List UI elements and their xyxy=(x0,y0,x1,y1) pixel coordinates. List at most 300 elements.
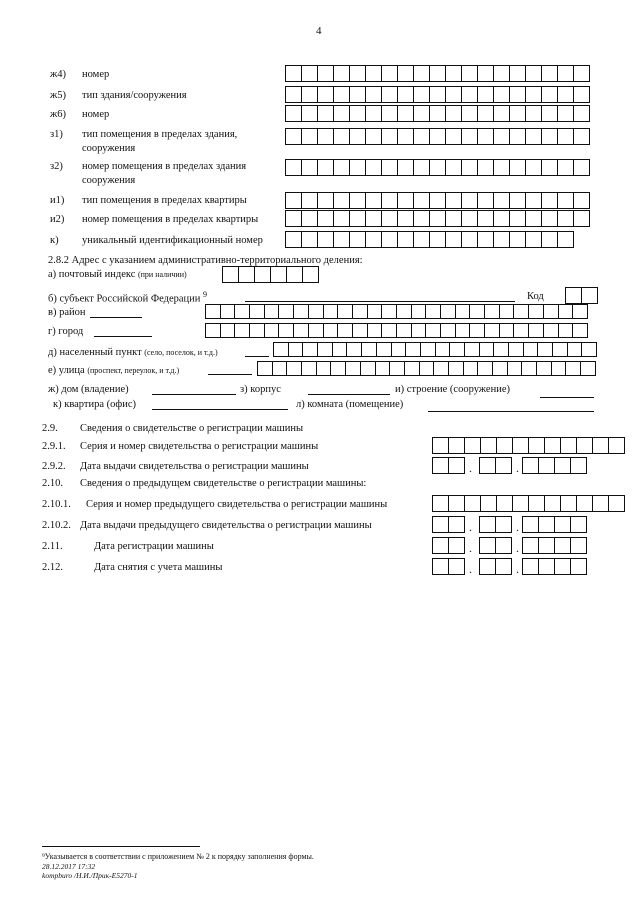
dereg-day-cells[interactable] xyxy=(432,558,465,575)
char-cell[interactable] xyxy=(544,304,559,319)
char-cell[interactable] xyxy=(338,304,353,319)
char-cell[interactable] xyxy=(368,304,383,319)
char-cell[interactable] xyxy=(446,65,462,82)
char-cell[interactable] xyxy=(559,304,574,319)
char-cell[interactable] xyxy=(494,342,509,357)
postal-cells[interactable] xyxy=(222,266,319,283)
char-cell[interactable] xyxy=(510,105,526,122)
char-cell[interactable] xyxy=(555,516,571,533)
cert-issue-day-cells[interactable] xyxy=(432,457,465,474)
char-cell[interactable] xyxy=(449,457,465,474)
char-cell[interactable] xyxy=(542,231,558,248)
char-cell[interactable] xyxy=(221,304,236,319)
prev-cert-day-cells[interactable] xyxy=(432,516,465,533)
char-cell[interactable] xyxy=(558,86,574,103)
char-cell[interactable] xyxy=(574,65,590,82)
char-cell[interactable] xyxy=(368,323,383,338)
char-cell[interactable] xyxy=(414,86,430,103)
char-cell[interactable] xyxy=(353,304,368,319)
char-cell[interactable] xyxy=(494,105,510,122)
char-cell[interactable] xyxy=(496,558,512,575)
char-cell[interactable] xyxy=(377,342,392,357)
char-cell[interactable] xyxy=(414,210,430,227)
char-cell[interactable] xyxy=(574,192,590,209)
char-cell[interactable] xyxy=(382,105,398,122)
char-cell[interactable] xyxy=(286,231,302,248)
char-cell[interactable] xyxy=(446,192,462,209)
char-cell[interactable] xyxy=(430,86,446,103)
char-cell[interactable] xyxy=(398,65,414,82)
char-cell[interactable] xyxy=(558,231,574,248)
char-cell[interactable] xyxy=(433,437,449,454)
char-cell[interactable] xyxy=(481,495,497,512)
char-cell[interactable] xyxy=(221,323,236,338)
char-cell[interactable] xyxy=(350,86,366,103)
char-cell[interactable] xyxy=(494,210,510,227)
char-cell[interactable] xyxy=(271,266,287,283)
char-cell[interactable] xyxy=(609,495,625,512)
char-cell[interactable] xyxy=(309,323,324,338)
char-cell[interactable] xyxy=(406,342,421,357)
char-cell[interactable] xyxy=(239,266,255,283)
char-cell[interactable] xyxy=(494,231,510,248)
char-cell[interactable] xyxy=(558,159,574,176)
char-cell[interactable] xyxy=(574,159,590,176)
char-cell[interactable] xyxy=(441,323,456,338)
char-cell[interactable] xyxy=(573,304,588,319)
char-cell[interactable] xyxy=(481,437,497,454)
char-cell[interactable] xyxy=(500,323,515,338)
char-cell[interactable] xyxy=(558,210,574,227)
char-cell[interactable] xyxy=(287,266,303,283)
char-cell[interactable] xyxy=(334,128,350,145)
char-cell[interactable] xyxy=(350,159,366,176)
char-cell[interactable] xyxy=(265,304,280,319)
settlement-short-line[interactable] xyxy=(245,356,269,357)
char-cell[interactable] xyxy=(485,323,500,338)
char-cell[interactable] xyxy=(350,231,366,248)
char-cell[interactable] xyxy=(524,342,539,357)
prev-cert-year-cells[interactable] xyxy=(522,516,587,533)
char-cell[interactable] xyxy=(553,342,568,357)
char-cell[interactable] xyxy=(309,304,324,319)
char-cell[interactable] xyxy=(334,210,350,227)
char-cell[interactable] xyxy=(494,159,510,176)
char-cell[interactable] xyxy=(397,323,412,338)
char-cell[interactable] xyxy=(523,558,539,575)
prev-cert-month-cells[interactable] xyxy=(479,516,512,533)
char-cell[interactable] xyxy=(478,65,494,82)
char-cell[interactable] xyxy=(286,159,302,176)
char-cell[interactable] xyxy=(496,516,512,533)
char-cell[interactable] xyxy=(279,304,294,319)
char-cell[interactable] xyxy=(510,192,526,209)
char-cell[interactable] xyxy=(294,304,309,319)
char-cell[interactable] xyxy=(480,342,495,357)
char-cell[interactable] xyxy=(294,323,309,338)
char-cell[interactable] xyxy=(302,105,318,122)
char-cell[interactable] xyxy=(362,342,377,357)
char-cell[interactable] xyxy=(539,457,555,474)
char-cell[interactable] xyxy=(574,105,590,122)
char-cell[interactable] xyxy=(334,105,350,122)
char-cell[interactable] xyxy=(206,323,221,338)
char-cell[interactable] xyxy=(558,65,574,82)
char-cell[interactable] xyxy=(430,210,446,227)
char-cell[interactable] xyxy=(509,342,524,357)
char-cell[interactable] xyxy=(609,437,625,454)
char-cell[interactable] xyxy=(462,210,478,227)
cells-z1[interactable] xyxy=(285,128,590,145)
char-cell[interactable] xyxy=(510,231,526,248)
char-cell[interactable] xyxy=(441,304,456,319)
char-cell[interactable] xyxy=(446,86,462,103)
dereg-month-cells[interactable] xyxy=(479,558,512,575)
char-cell[interactable] xyxy=(449,495,465,512)
subject-line[interactable] xyxy=(245,301,515,302)
char-cell[interactable] xyxy=(286,128,302,145)
char-cell[interactable] xyxy=(449,537,465,554)
char-cell[interactable] xyxy=(526,159,542,176)
char-cell[interactable] xyxy=(286,105,302,122)
char-cell[interactable] xyxy=(552,361,567,376)
char-cell[interactable] xyxy=(430,192,446,209)
char-cell[interactable] xyxy=(494,192,510,209)
cells-zh6[interactable] xyxy=(285,105,590,122)
char-cell[interactable] xyxy=(478,105,494,122)
char-cell[interactable] xyxy=(478,231,494,248)
char-cell[interactable] xyxy=(250,323,265,338)
char-cell[interactable] xyxy=(317,361,332,376)
char-cell[interactable] xyxy=(255,266,271,283)
char-cell[interactable] xyxy=(537,361,552,376)
dereg-year-cells[interactable] xyxy=(522,558,587,575)
char-cell[interactable] xyxy=(382,304,397,319)
char-cell[interactable] xyxy=(497,495,513,512)
char-cell[interactable] xyxy=(235,323,250,338)
char-cell[interactable] xyxy=(412,323,427,338)
char-cell[interactable] xyxy=(382,210,398,227)
char-cell[interactable] xyxy=(508,361,523,376)
char-cell[interactable] xyxy=(334,86,350,103)
cells-z2[interactable] xyxy=(285,159,590,176)
char-cell[interactable] xyxy=(324,304,339,319)
char-cell[interactable] xyxy=(493,361,508,376)
char-cell[interactable] xyxy=(398,231,414,248)
char-cell[interactable] xyxy=(318,210,334,227)
char-cell[interactable] xyxy=(529,495,545,512)
reg-day-cells[interactable] xyxy=(432,537,465,554)
char-cell[interactable] xyxy=(539,516,555,533)
char-cell[interactable] xyxy=(366,105,382,122)
char-cell[interactable] xyxy=(542,65,558,82)
district-short-line[interactable] xyxy=(90,317,142,318)
char-cell[interactable] xyxy=(303,342,318,357)
char-cell[interactable] xyxy=(338,323,353,338)
char-cell[interactable] xyxy=(303,266,319,283)
char-cell[interactable] xyxy=(568,342,583,357)
char-cell[interactable] xyxy=(449,437,465,454)
char-cell[interactable] xyxy=(426,323,441,338)
char-cell[interactable] xyxy=(433,495,449,512)
char-cell[interactable] xyxy=(555,457,571,474)
char-cell[interactable] xyxy=(510,65,526,82)
char-cell[interactable] xyxy=(397,304,412,319)
char-cell[interactable] xyxy=(496,457,512,474)
char-cell[interactable] xyxy=(302,86,318,103)
char-cell[interactable] xyxy=(433,537,449,554)
cells-zh5[interactable] xyxy=(285,86,590,103)
city-short-line[interactable] xyxy=(94,336,152,337)
char-cell[interactable] xyxy=(446,231,462,248)
char-cell[interactable] xyxy=(526,210,542,227)
char-cell[interactable] xyxy=(302,361,317,376)
char-cell[interactable] xyxy=(529,323,544,338)
char-cell[interactable] xyxy=(555,558,571,575)
char-cell[interactable] xyxy=(571,457,587,474)
char-cell[interactable] xyxy=(555,537,571,554)
building-line[interactable] xyxy=(308,394,390,395)
cells-zh4[interactable] xyxy=(285,65,590,82)
char-cell[interactable] xyxy=(289,342,304,357)
char-cell[interactable] xyxy=(350,128,366,145)
char-cell[interactable] xyxy=(318,65,334,82)
char-cell[interactable] xyxy=(522,361,537,376)
apartment-line[interactable] xyxy=(152,409,288,410)
char-cell[interactable] xyxy=(446,105,462,122)
char-cell[interactable] xyxy=(529,437,545,454)
char-cell[interactable] xyxy=(334,159,350,176)
char-cell[interactable] xyxy=(430,231,446,248)
char-cell[interactable] xyxy=(542,128,558,145)
char-cell[interactable] xyxy=(571,558,587,575)
char-cell[interactable] xyxy=(430,159,446,176)
char-cell[interactable] xyxy=(302,192,318,209)
char-cell[interactable] xyxy=(446,210,462,227)
char-cell[interactable] xyxy=(382,86,398,103)
char-cell[interactable] xyxy=(430,105,446,122)
settlement-cells[interactable] xyxy=(273,342,597,357)
char-cell[interactable] xyxy=(496,537,512,554)
char-cell[interactable] xyxy=(318,128,334,145)
char-cell[interactable] xyxy=(523,457,539,474)
char-cell[interactable] xyxy=(398,159,414,176)
char-cell[interactable] xyxy=(414,192,430,209)
char-cell[interactable] xyxy=(464,361,479,376)
char-cell[interactable] xyxy=(398,128,414,145)
char-cell[interactable] xyxy=(558,128,574,145)
char-cell[interactable] xyxy=(545,437,561,454)
char-cell[interactable] xyxy=(398,192,414,209)
char-cell[interactable] xyxy=(318,159,334,176)
char-cell[interactable] xyxy=(302,210,318,227)
district-cells[interactable] xyxy=(205,304,588,319)
char-cell[interactable] xyxy=(347,342,362,357)
char-cell[interactable] xyxy=(480,558,496,575)
char-cell[interactable] xyxy=(382,159,398,176)
char-cell[interactable] xyxy=(462,86,478,103)
cells-k[interactable] xyxy=(285,231,574,248)
char-cell[interactable] xyxy=(258,361,273,376)
reg-month-cells[interactable] xyxy=(479,537,512,554)
char-cell[interactable] xyxy=(462,65,478,82)
city-cells[interactable] xyxy=(205,323,588,338)
char-cell[interactable] xyxy=(494,128,510,145)
char-cell[interactable] xyxy=(405,361,420,376)
char-cell[interactable] xyxy=(542,210,558,227)
char-cell[interactable] xyxy=(510,159,526,176)
char-cell[interactable] xyxy=(350,192,366,209)
reg-year-cells[interactable] xyxy=(522,537,587,554)
char-cell[interactable] xyxy=(414,105,430,122)
char-cell[interactable] xyxy=(513,495,529,512)
char-cell[interactable] xyxy=(558,105,574,122)
char-cell[interactable] xyxy=(279,323,294,338)
char-cell[interactable] xyxy=(465,342,480,357)
char-cell[interactable] xyxy=(286,65,302,82)
char-cell[interactable] xyxy=(449,516,465,533)
char-cell[interactable] xyxy=(465,437,481,454)
char-cell[interactable] xyxy=(582,287,598,304)
char-cell[interactable] xyxy=(430,65,446,82)
char-cell[interactable] xyxy=(480,537,496,554)
char-cell[interactable] xyxy=(265,323,280,338)
char-cell[interactable] xyxy=(449,558,465,575)
char-cell[interactable] xyxy=(350,210,366,227)
char-cell[interactable] xyxy=(421,342,436,357)
char-cell[interactable] xyxy=(462,192,478,209)
char-cell[interactable] xyxy=(574,86,590,103)
char-cell[interactable] xyxy=(494,65,510,82)
char-cell[interactable] xyxy=(494,86,510,103)
char-cell[interactable] xyxy=(334,231,350,248)
char-cell[interactable] xyxy=(478,128,494,145)
char-cell[interactable] xyxy=(478,159,494,176)
char-cell[interactable] xyxy=(346,361,361,376)
char-cell[interactable] xyxy=(514,323,529,338)
char-cell[interactable] xyxy=(470,304,485,319)
char-cell[interactable] xyxy=(526,86,542,103)
char-cell[interactable] xyxy=(331,361,346,376)
char-cell[interactable] xyxy=(573,323,588,338)
char-cell[interactable] xyxy=(334,65,350,82)
char-cell[interactable] xyxy=(542,105,558,122)
char-cell[interactable] xyxy=(538,342,553,357)
char-cell[interactable] xyxy=(561,437,577,454)
char-cell[interactable] xyxy=(366,128,382,145)
char-cell[interactable] xyxy=(510,210,526,227)
char-cell[interactable] xyxy=(420,361,435,376)
char-cell[interactable] xyxy=(566,287,582,304)
structure-line[interactable] xyxy=(540,397,594,398)
char-cell[interactable] xyxy=(446,128,462,145)
char-cell[interactable] xyxy=(333,342,348,357)
char-cell[interactable] xyxy=(250,304,265,319)
char-cell[interactable] xyxy=(414,159,430,176)
char-cell[interactable] xyxy=(542,159,558,176)
char-cell[interactable] xyxy=(450,342,465,357)
char-cell[interactable] xyxy=(446,159,462,176)
street-cells[interactable] xyxy=(257,361,596,376)
char-cell[interactable] xyxy=(577,437,593,454)
char-cell[interactable] xyxy=(286,210,302,227)
char-cell[interactable] xyxy=(558,192,574,209)
char-cell[interactable] xyxy=(302,231,318,248)
house-line[interactable] xyxy=(152,394,236,395)
char-cell[interactable] xyxy=(478,192,494,209)
char-cell[interactable] xyxy=(318,342,333,357)
char-cell[interactable] xyxy=(462,105,478,122)
char-cell[interactable] xyxy=(514,304,529,319)
char-cell[interactable] xyxy=(398,105,414,122)
char-cell[interactable] xyxy=(286,192,302,209)
char-cell[interactable] xyxy=(353,323,368,338)
char-cell[interactable] xyxy=(526,128,542,145)
street-short-line[interactable] xyxy=(208,374,252,375)
char-cell[interactable] xyxy=(318,231,334,248)
char-cell[interactable] xyxy=(302,65,318,82)
char-cell[interactable] xyxy=(526,65,542,82)
char-cell[interactable] xyxy=(414,65,430,82)
char-cell[interactable] xyxy=(334,192,350,209)
char-cell[interactable] xyxy=(206,304,221,319)
char-cell[interactable] xyxy=(430,128,446,145)
cells-i2[interactable] xyxy=(285,210,590,227)
char-cell[interactable] xyxy=(366,210,382,227)
prev-cert-number-cells[interactable] xyxy=(432,495,625,512)
char-cell[interactable] xyxy=(433,558,449,575)
char-cell[interactable] xyxy=(478,86,494,103)
char-cell[interactable] xyxy=(523,537,539,554)
char-cell[interactable] xyxy=(529,304,544,319)
char-cell[interactable] xyxy=(571,537,587,554)
char-cell[interactable] xyxy=(462,231,478,248)
char-cell[interactable] xyxy=(470,323,485,338)
char-cell[interactable] xyxy=(366,231,382,248)
char-cell[interactable] xyxy=(223,266,239,283)
char-cell[interactable] xyxy=(414,231,430,248)
char-cell[interactable] xyxy=(593,437,609,454)
char-cell[interactable] xyxy=(433,516,449,533)
char-cell[interactable] xyxy=(497,437,513,454)
char-cell[interactable] xyxy=(456,323,471,338)
char-cell[interactable] xyxy=(318,105,334,122)
char-cell[interactable] xyxy=(382,65,398,82)
char-cell[interactable] xyxy=(456,304,471,319)
char-cell[interactable] xyxy=(436,342,451,357)
char-cell[interactable] xyxy=(433,457,449,474)
char-cell[interactable] xyxy=(366,192,382,209)
char-cell[interactable] xyxy=(465,495,481,512)
char-cell[interactable] xyxy=(577,495,593,512)
char-cell[interactable] xyxy=(544,323,559,338)
char-cell[interactable] xyxy=(414,128,430,145)
char-cell[interactable] xyxy=(571,516,587,533)
char-cell[interactable] xyxy=(302,128,318,145)
subject-code-cells[interactable] xyxy=(565,287,598,304)
char-cell[interactable] xyxy=(287,361,302,376)
char-cell[interactable] xyxy=(392,342,407,357)
char-cell[interactable] xyxy=(526,231,542,248)
char-cell[interactable] xyxy=(366,86,382,103)
char-cell[interactable] xyxy=(318,86,334,103)
char-cell[interactable] xyxy=(462,159,478,176)
cells-i1[interactable] xyxy=(285,192,590,209)
char-cell[interactable] xyxy=(390,361,405,376)
char-cell[interactable] xyxy=(449,361,464,376)
char-cell[interactable] xyxy=(350,105,366,122)
char-cell[interactable] xyxy=(574,210,590,227)
